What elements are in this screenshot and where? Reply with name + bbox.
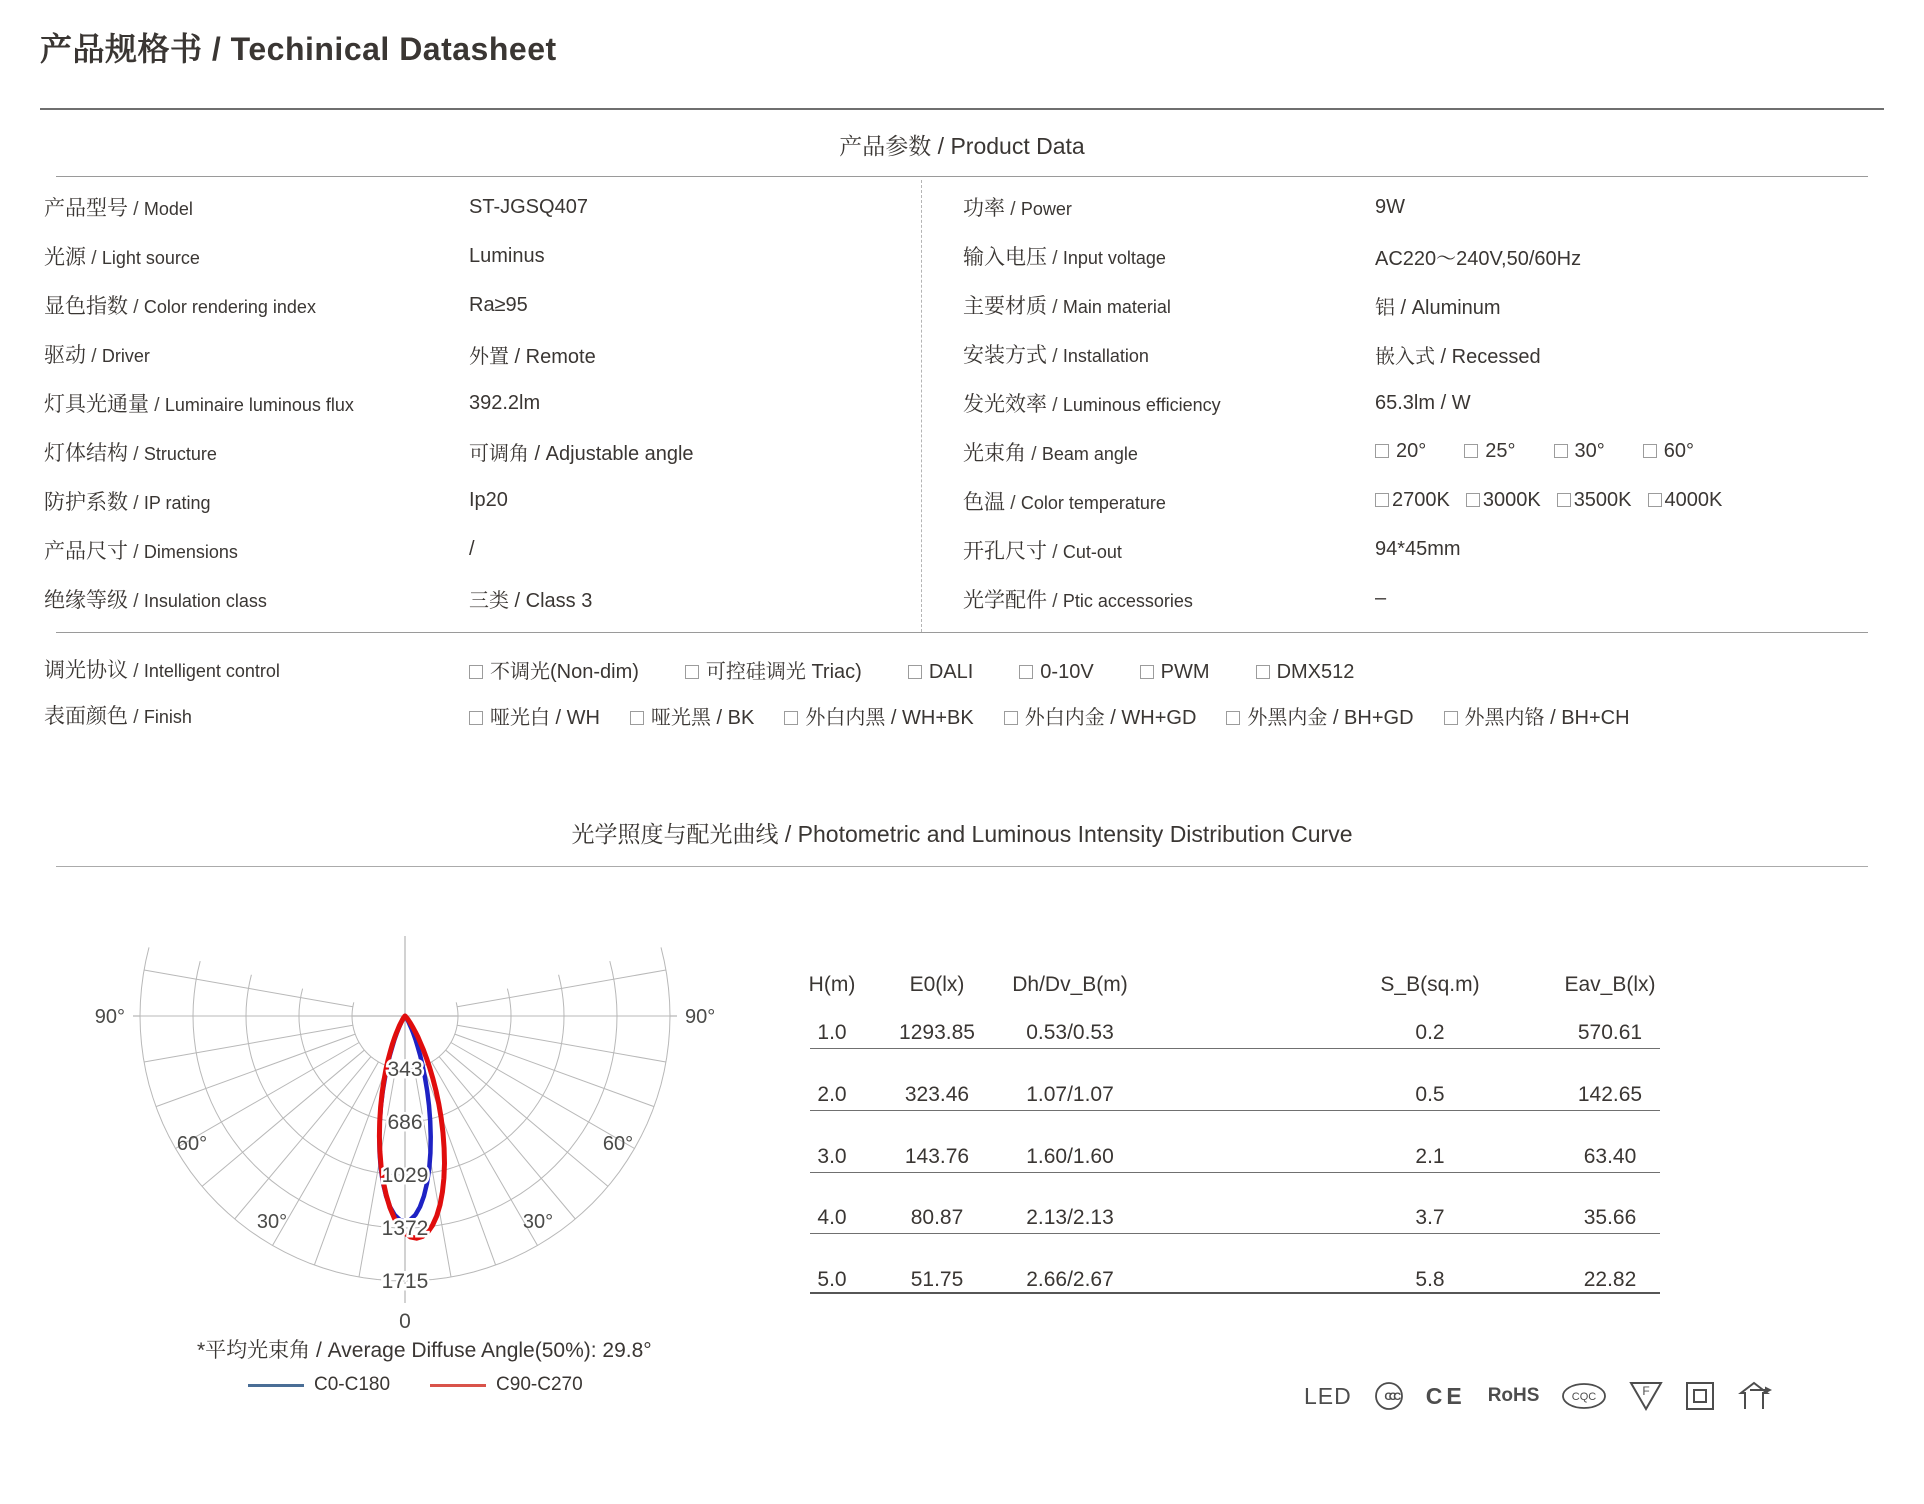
table-cell: 5.8 [1415,1268,1445,1291]
table-cell: 142.65 [1577,1083,1643,1106]
spec-column-left [44,183,921,623]
table-cell: 0.5 [1415,1083,1445,1106]
spec-row [963,281,1893,330]
checkbox-option: DALI [908,661,973,684]
spec-value: 铝 / Aluminum [1375,296,1501,319]
table-column [1525,958,1695,1306]
checkbox-option: 4000K [1648,489,1723,512]
checkbox-icon [1256,665,1270,679]
polar-grid-spoke [457,1025,666,1062]
checkbox-option: DMX512 [1256,661,1355,684]
radial-tick-label: 343 [387,1058,423,1081]
spec-row [44,646,1874,692]
table-cell: 2.66/2.67 [1026,1268,1114,1291]
angle-label-0: 0 [399,1310,411,1333]
legend-line-icon [430,1384,486,1387]
angle-label-90-right: 90° [685,1006,716,1028]
checkbox-option: 可控硅调光 Triac) [685,655,862,684]
table-cell: 2.1 [1415,1145,1445,1168]
photometric-section-title: 光学照度与配光曲线 / Photometric and Luminous Intensity Distribution Curve [571,821,1353,847]
spec-value: 392.2lm [469,391,541,414]
page-title: 产品规格书 / Techinical Datasheet [40,31,557,67]
table-cell: 1.60/1.60 [1026,1145,1114,1168]
checkbox-option: 哑光黑 / BK [630,701,754,730]
table-cell: 51.75 [910,1268,964,1291]
table-cell: 1.0 [817,1021,847,1044]
table-cell: 2.13/2.13 [1026,1206,1114,1229]
angle-label-90-left: 90° [94,1006,125,1028]
header-rule [40,108,1884,110]
spec-row [44,330,921,379]
average-beam-angle-note: *平均光束角 / Average Diffuse Angle(50%): 29.8° [197,1339,652,1362]
checkbox-icon [685,665,699,679]
angle-label-60-left: 60° [176,1133,208,1155]
table-cell: 0.2 [1415,1021,1445,1044]
spec-label: 光源 / Light source [44,246,200,270]
legend-item [430,1374,583,1396]
legend-label: C0-C180 [314,1374,391,1395]
angle-label-30-right: 30° [522,1211,554,1233]
checkbox-option: 20° [1375,440,1426,463]
svg-text:CCC: CCC [1384,1391,1398,1403]
spec-value: 9W [1375,195,1405,218]
spec-row [44,574,921,623]
table-cell: 3.7 [1415,1206,1445,1229]
spec-label: 防护系数 / IP rating [44,490,211,514]
spec-label: 发光效率 / Luminous efficiency [963,393,1221,416]
table-cell: 63.40 [1583,1145,1637,1168]
radial-tick-label: 1715 [381,1270,429,1293]
spec-value: 65.3lm / W [1375,391,1471,414]
spec-value: AC220～240V,50/60Hz [1375,247,1582,270]
angle-label-30-left: 30° [256,1211,288,1233]
table-header: Dh/Dv_B(m) [1012,973,1128,996]
checkbox-option: 不调光(Non-dim) [469,655,639,684]
radial-tick-label: 1372 [381,1217,429,1240]
photometric-table [770,958,1670,1306]
checkbox-option: 0-10V [1019,661,1093,684]
checkbox-icon [1140,665,1154,679]
table-cell: 143.76 [904,1145,970,1168]
table-cell: 35.66 [1583,1206,1637,1229]
polar-grid-spoke [455,1034,654,1107]
spec-row [963,183,1893,232]
checkbox-option: PWM [1140,661,1210,684]
spec-value: 可调角 / Adjustable angle [469,443,694,466]
table-cell: 0.53/0.53 [1026,1021,1114,1044]
double-insulation-icon [1685,1381,1715,1411]
spec-value: 外置 / Remote [469,345,596,368]
table-cell: 570.61 [1577,1021,1643,1044]
checkbox-icon [784,711,798,725]
polar-grid-spoke [144,1025,353,1062]
spec-value: / [469,538,475,561]
rohs-label: RoHS [1487,1385,1540,1406]
checkbox-option: 外黑内金 / BH+GD [1226,701,1413,730]
table-row-divider [810,1110,1660,1111]
certification-icons [1304,1380,1773,1412]
spec-label: 调光协议 / Intelligent control [44,659,280,682]
checkbox-icon [469,711,483,725]
spec-value: 三类 / Class 3 [469,590,593,613]
spec-label: 灯具光通量 / Luminaire luminous flux [44,393,354,416]
table-cell: 80.87 [910,1206,964,1229]
checkbox-icon [1375,493,1389,507]
checkbox-option: 3000K [1466,489,1541,512]
spec-label: 显色指数 / Color rendering index [44,295,316,319]
spec-row [44,281,921,330]
spec-label: 输入电压 / Input voltage [963,246,1166,270]
polar-grid-spoke [423,1066,496,1265]
spec-row [44,379,921,428]
spec-label: 产品尺寸 / Dimensions [44,539,238,563]
table-cell: 4.0 [817,1206,847,1229]
checkbox-icon [908,665,922,679]
table-cell: 2.0 [817,1083,847,1106]
table-cell: 5.0 [817,1268,847,1291]
led-label: LED [1304,1382,1352,1409]
checkbox-icon [1375,444,1389,458]
angle-label-60-right: 60° [602,1133,634,1155]
checkbox-option: 2700K [1375,489,1450,512]
spec-value [1375,440,1732,463]
table-row-divider [810,1233,1660,1234]
spec-value: ST-JGSQ407 [469,195,588,218]
checkbox-icon [1004,711,1018,725]
spec-value: Ip20 [469,489,508,512]
table-row-divider [810,1172,1660,1173]
spec-label: 灯体结构 / Structure [44,441,217,465]
table-column [1355,958,1505,1306]
polar-grid-spoke [202,1050,364,1186]
checkbox-icon [1466,493,1480,507]
checkbox-option: 哑光白 / WH [469,701,600,730]
table-header: S_B(sq.m) [1380,973,1480,996]
spec-row [44,476,921,525]
table-header: Eav_B(lx) [1564,973,1656,996]
spec-row [44,692,1874,738]
polar-grid-spoke [446,1050,608,1186]
spec-row [963,476,1893,525]
spec-label: 功率 / Power [963,197,1072,221]
checkbox-icon [1019,665,1033,679]
table-column [975,958,1165,1306]
product-data-section-title: 产品参数 / Product Data [839,133,1085,159]
spec-row [963,427,1893,476]
product-data-top-rule [56,176,1868,177]
table-cell: 1.07/1.07 [1026,1083,1114,1106]
checkbox-icon [1557,493,1571,507]
control-rows [44,646,1874,738]
spec-value: – [1375,587,1387,610]
spec-label: 产品型号 / Model [44,197,193,221]
spec-row [963,232,1893,281]
spec-row [44,427,921,476]
polar-distribution-chart [55,898,755,1338]
chart-legend [248,1374,583,1396]
radial-tick-label: 1029 [381,1164,429,1187]
legend-item [248,1374,390,1396]
table-cell: 3.0 [817,1145,847,1168]
spec-row [963,525,1893,574]
spec-column-right [963,183,1893,623]
photometric-rule [56,866,1868,867]
checkbox-icon [1226,711,1240,725]
table-header: E0(lx) [909,973,965,996]
checkbox-icon [469,665,483,679]
checkbox-option: 25° [1464,440,1515,463]
spec-row [44,525,921,574]
checkbox-icon [630,711,644,725]
spec-label: 色温 / Color temperature [963,490,1166,514]
checkbox-option: 外白内金 / WH+GD [1004,701,1197,730]
polar-grid-spoke [432,1062,538,1246]
polar-grid-spoke [273,1062,379,1246]
cqc-icon [1561,1382,1607,1410]
checkbox-option: 60° [1643,440,1694,463]
polar-grid-spoke [314,1066,387,1265]
spec-row [963,330,1893,379]
checkbox-icon [1648,493,1662,507]
polar-grid-spoke [156,1034,355,1107]
spec-label: 绝缘等级 / Insulation class [44,588,267,612]
polar-grid-spoke [439,1057,575,1219]
svg-text:CQC: CQC [1572,1391,1597,1403]
svg-text:F: F [1642,1384,1651,1398]
spec-value [469,655,1400,684]
polar-grid-spoke [235,1057,371,1219]
spec-label: 安装方式 / Installation [963,344,1149,368]
polar-grid-spoke [144,970,353,1007]
spec-value: Ra≥95 [469,293,528,316]
checkbox-icon [1554,444,1568,458]
table-cell: 1293.85 [899,1021,975,1044]
table-row-divider [810,1292,1660,1294]
spec-value: 嵌入式 / Recessed [1375,345,1541,368]
spec-label: 主要材质 / Main material [963,295,1171,319]
checkbox-option: 外白内黑 / WH+BK [784,701,973,730]
ce-icon: CE [1425,1382,1466,1409]
checkbox-icon [1444,711,1458,725]
spec-row [963,379,1893,428]
house-arrow-icon [1737,1380,1773,1412]
spec-label: 表面颜色 / Finish [44,705,192,728]
spec-value [1375,489,1738,512]
table-cell: 22.82 [1583,1268,1637,1291]
table-cell: 323.46 [904,1083,970,1106]
spec-row [44,183,921,232]
spec-label: 驱动 / Driver [44,344,150,368]
legend-line-icon [248,1384,304,1387]
spec-row [963,574,1893,623]
spec-value: 94*45mm [1375,538,1461,561]
polar-grid-spoke [457,970,666,1007]
radial-tick-label: 686 [387,1111,423,1134]
spec-label: 光束角 / Beam angle [963,441,1138,465]
checkbox-option: 3500K [1557,489,1632,512]
legend-label: C90-C270 [496,1374,583,1395]
spec-label: 光学配件 / Ptic accessories [963,588,1193,612]
spec-value [469,701,1660,730]
checkbox-icon [1464,444,1478,458]
f-triangle-icon [1629,1381,1663,1411]
checkbox-option: 外黑内铬 / BH+CH [1444,701,1630,730]
table-row-divider [810,1048,1660,1049]
column-divider [921,180,922,632]
spec-label: 开孔尺寸 / Cut-out [963,539,1122,563]
checkbox-icon [1643,444,1657,458]
ccc-icon [1374,1381,1404,1411]
spec-value: Luminus [469,244,545,267]
spec-row [44,232,921,281]
table-header: H(m) [808,973,856,996]
checkbox-option: 30° [1554,440,1605,463]
product-data-mid-rule [56,632,1868,633]
